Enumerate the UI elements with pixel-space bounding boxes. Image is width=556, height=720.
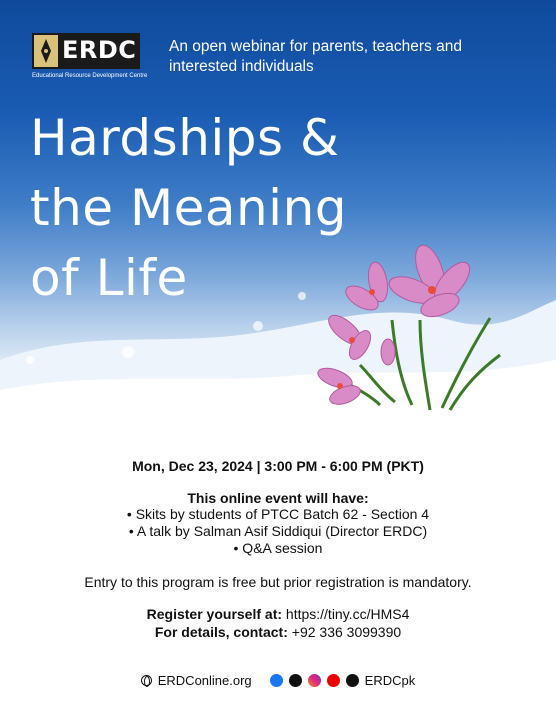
contact-phone: +92 336 3099390 xyxy=(291,624,402,640)
erdc-logo xyxy=(32,33,146,83)
contact-label: For details, contact: xyxy=(154,624,288,640)
event-date-time: Mon, Dec 23, 2024 | 3:00 PM - 6:00 PM (PKT) xyxy=(132,458,424,474)
logo-text: ERDC xyxy=(62,36,137,64)
website-link[interactable]: ERDConline.org xyxy=(157,673,252,688)
list-item: • Q&A session xyxy=(233,540,323,556)
title-line: Hardships & xyxy=(30,109,340,167)
x-icon[interactable] xyxy=(289,674,302,687)
instagram-icon[interactable] xyxy=(308,674,321,687)
contact-line xyxy=(0,623,556,641)
register-link[interactable]: https://tiny.cc/HMS4 xyxy=(285,606,410,622)
logo-box xyxy=(32,33,140,69)
title-line: the Meaning xyxy=(30,179,347,237)
list-item: • Skits by students of PTCC Batch 62 - Section 4 xyxy=(126,506,430,522)
event-info xyxy=(0,455,556,641)
register-label: Register yourself at: xyxy=(146,606,283,622)
logo-subtitle: Educational Resource Development Centre xyxy=(32,73,148,79)
title-line: of Life xyxy=(30,249,188,307)
tiktok-icon[interactable] xyxy=(346,674,359,687)
event-title xyxy=(30,103,347,313)
pen-icon xyxy=(34,35,58,67)
register-line xyxy=(0,605,556,623)
facebook-icon[interactable] xyxy=(270,674,283,687)
tagline: An open webinar for parents, teachers and interested individuals xyxy=(169,38,462,75)
youtube-icon[interactable] xyxy=(327,674,340,687)
event-heading: This online event will have: xyxy=(187,490,369,506)
list-item: • A talk by Salman Asif Siddiqui (Director ERDC) xyxy=(128,523,428,539)
entry-note: Entry to this program is free but prior registration is mandatory. xyxy=(84,574,472,590)
footer xyxy=(0,673,556,693)
social-handle: ERDCpk xyxy=(364,673,416,688)
globe-icon xyxy=(141,675,152,686)
